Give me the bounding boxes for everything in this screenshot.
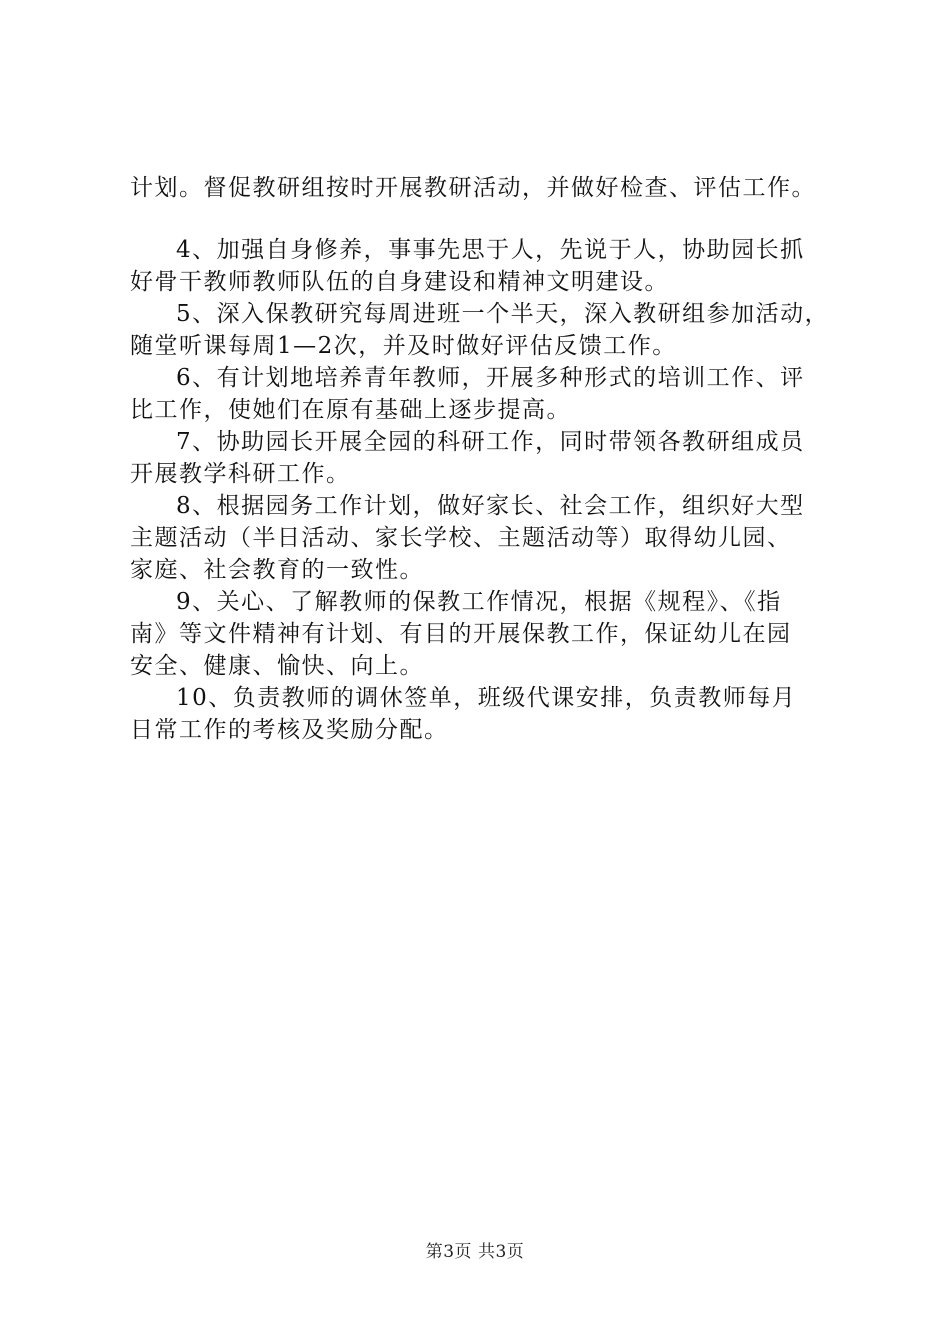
item-10-line-1: 10、负责教师的调休签单，班级代课安排，负责教师每月 [176,685,797,711]
item-7-line-1: 7、协助园长开展全园的科研工作，同时带领各教研组成员 [176,429,805,455]
item-9-line-3: 安全、健康、愉快、向上。 [130,653,424,679]
item-6-line-1: 6、有计划地培养青年教师，开展多种形式的培训工作、评 [176,365,805,391]
item-6-line-2: 比工作，使她们在原有基础上逐步提高。 [130,397,571,423]
item-8-line-3: 家庭、社会教育的一致性。 [130,557,424,583]
item-9-line-1: 9、关心、了解教师的保教工作情况，根据《规程》、《指 [176,589,782,615]
item-4-line-1: 4、加强自身修养，事事先思于人，先说于人，协助园长抓 [176,237,805,263]
page-footer: 第3页 共3页 [425,1242,525,1262]
text-line: 计划。督促教研组按时开展教研活动，并做好检查、评估工作。 [130,175,816,201]
item-5-line-1: 5、深入保教研究每周进班一个半天，深入教研组参加活动， [176,301,830,327]
item-10-line-2: 日常工作的考核及奖励分配。 [130,717,449,743]
document-body [130,172,832,746]
item-8-line-2: 主题活动（半日活动、家长学校、主题活动等）取得幼儿园、 [130,525,792,551]
paragraph-gap [130,204,832,234]
item-8-line-1: 8、根据园务工作计划，做好家长、社会工作，组织好大型 [176,493,805,519]
item-7-line-2: 开展教学科研工作。 [130,461,351,487]
item-4-line-2: 好骨干教师教师队伍的自身建设和精神文明建设。 [130,269,669,295]
item-5-line-2: 随堂听课每周1—2次，并及时做好评估反馈工作。 [130,333,677,359]
item-9-line-2: 南》等文件精神有计划、有目的开展保教工作，保证幼儿在园 [130,621,792,647]
